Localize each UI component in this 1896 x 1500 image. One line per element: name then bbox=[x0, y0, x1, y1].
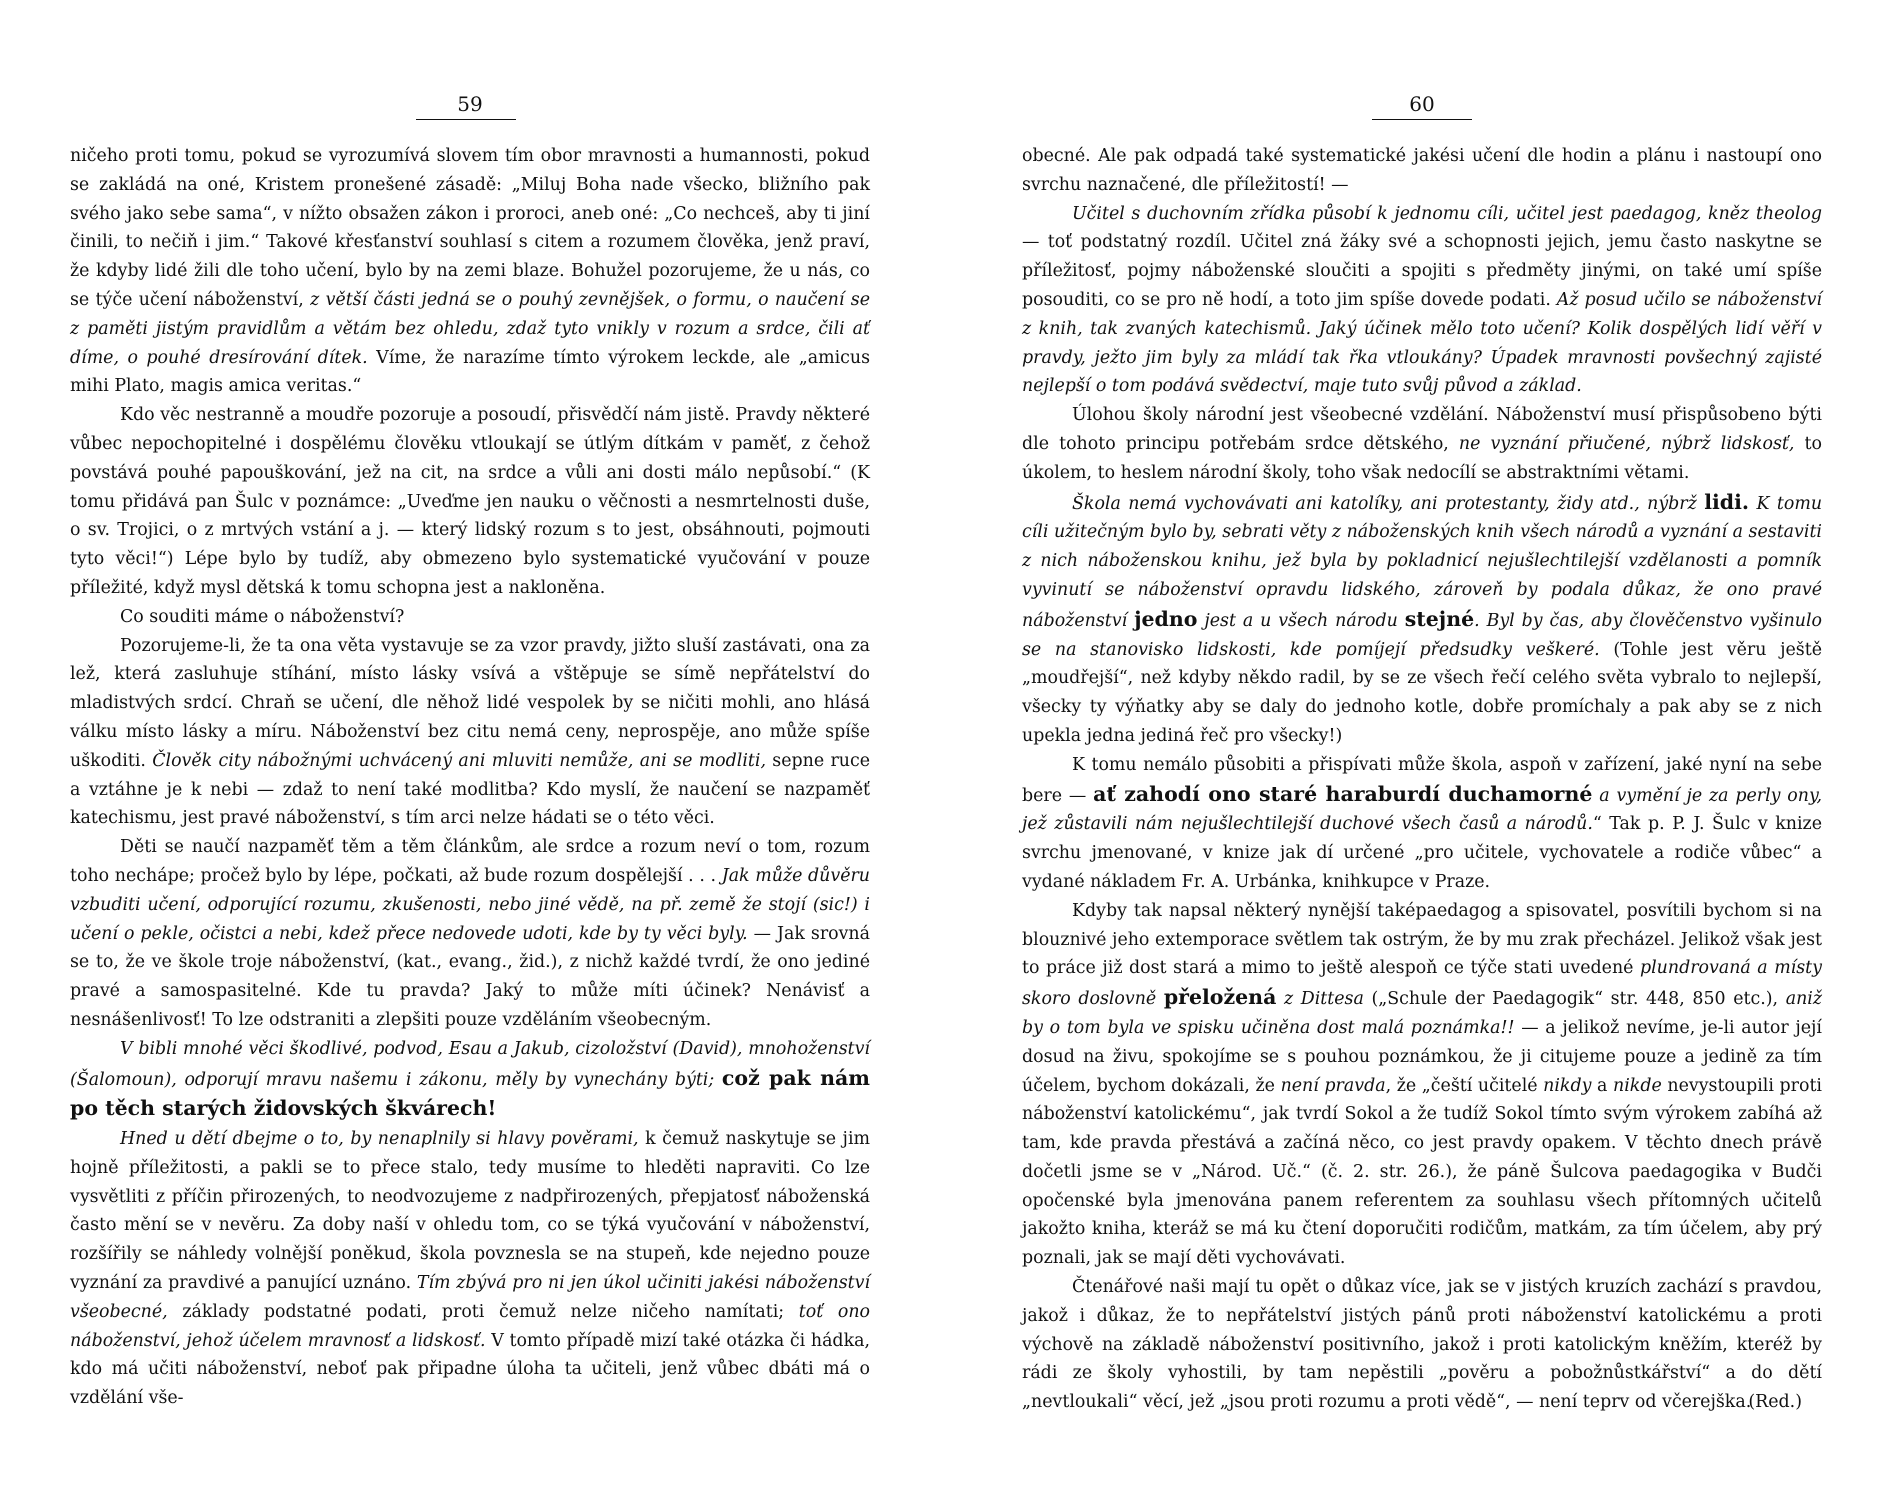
paragraph bbox=[1022, 401, 1822, 487]
paragraph bbox=[1022, 200, 1822, 402]
bold-text: stejné bbox=[1404, 606, 1475, 631]
italic-text: Jak může důvěru vzbuditi učení, odporující rozumu, zkušenosti, nebo jiné vědě, na př. země že stojí (sic!) i učení o pekle, očistci a nebi, kdež přece nedovede udoti, kde by ty věci byly. bbox=[70, 865, 871, 944]
text-run: Co souditi máme o náboženství? bbox=[120, 606, 405, 627]
italic-text: aniž by o tom byla ve spisku učiněna dost malá poznámka!! bbox=[1022, 989, 1822, 1038]
italic-text: Tím zbývá pro ni jen úkol učiniti jakési náboženství všeobecné, bbox=[70, 1273, 871, 1322]
paragraph bbox=[70, 401, 870, 603]
text-run: nevystoupili proti náboženství katolickému“, jak tvrdí Sokol a že tudíž Sokol tímto svým výrokem zabíhá až tam, kde pravda přestává a začíná něco, co jest pravdy opakem. V těchto dnech právě dočetli jsme se v „Národ. Uč.“ (č. 2. str. 26.), že páně Šulcova paedagogika v Budči opočenské byla jmenována panem referentem za souhlasu všech přítomných učitelů jakožto kniha, kteráž se má ku čtení doporučiti rodičům, matkám, za tím účelem, aby prý poznali, jak se mají děti vychovávati. bbox=[1022, 1075, 1822, 1269]
text-run: Čtenářové naši mají tu opět o důkaz více, jak se v jistých kruzích zachází s pravdou, jakož i důkaz, že to nepřátelství jistých pánů proti náboženství katolickému a proti výchově na základě náboženství positivního, jakož i proti katolickým kněžím, kteréž by rádi ze školy vyhostili, by tam nepěstili „pověru a pobožnůstkářství“ a do dětí „nevtloukali“ věcí, jež „jsou proti rozumu a proti vědě“, — není teprv od včerejška. bbox=[1022, 1277, 1822, 1413]
right-page bbox=[1022, 92, 1822, 1417]
italic-text: a vymění je za perly ony, jež zůstavili nám nejušlechtilejší duchové všech časů a národů. bbox=[1022, 785, 1822, 835]
left-page bbox=[70, 92, 870, 1413]
italic-text: . Byl by čas, aby člověčenstvo vyšinulo se na stanovisko lidskosti, kde pomíjejí předsudky veškeré. bbox=[1022, 610, 1823, 660]
italic-text: ne vyznání přiučené, nýbrž lidskosť, bbox=[1458, 433, 1795, 454]
text-run: sepne ruce a vztáhne je k nebi — zdaž to není také modlitba? Kdo myslí, že naučení se nazpaměť katechismu, jest pravé náboženství, s tím arci nelze hádati se o této věci. bbox=[70, 750, 870, 829]
italic-text: Škola nemá vychovávati ani katolíky, ani protestanty, židy atd., nýbrž bbox=[1072, 493, 1697, 514]
text-run: („Schule der Paedagogik“ str. 448, 850 etc.), bbox=[1363, 989, 1786, 1010]
italic-text: plundrovaná a místy skoro doslovně bbox=[1022, 958, 1822, 1010]
text-run: Úlohou školy národní jest všeobecné vzdělání. Náboženství musí přispůsobeno býti dle tohoto principu potřebám srdce dětského, bbox=[1022, 405, 1822, 454]
paragraph bbox=[1022, 142, 1822, 200]
text-run bbox=[714, 1070, 722, 1090]
text-run: — Jak srovná se to, že ve škole troje náboženství, (kat., evang., žid.), z nichž každé tvrdí, že ono jediné pravé a samospasitelné. Kde tu pravda? Jaký to může míti účinek? Nenávisť a nesnášenlivosť! To lze odstraniti a zlepšiti pouze vzděláním všeobecným. bbox=[70, 923, 870, 1030]
text-run: ničeho proti tomu, pokud se vyrozumívá slovem tím obor mravnosti a humannosti, pokud se zakládá na oné, Kristem pronešené zásadě: „Miluj Boha nade všecko, bližního pak svého jako sebe sama“, v nížto obsažen zákon i proroci, aneb oné: „Co nechceš, aby ti jiní činili, to nečiň i jim.“ Takové křesťanství souhlasí s citem a rozumem člověka, jenž praví, že kdyby lidé žili dle toho učení, bylo by na zemi blaze. Bohužel pozorujeme, že u nás, co se týče učení náboženství, bbox=[70, 146, 870, 310]
text-run: (Tohle jest věru ještě „moudřejší“, než kdyby někdo radil, by se ze všech řečí celého světa vybralo to nejlepší, všecky ty výňatky aby se daly do jednoho kotle, dobře promíchaly a pak aby se z nich upekla jedna jediná řeč pro všecky!) bbox=[1022, 639, 1822, 746]
text-run bbox=[1156, 989, 1164, 1009]
text-run: — a jelikož nevíme, je-li autor její dosud na živu, spokojíme se s pouhou poznámkou, že ji citujeme pouze a jedině za tím účelem, bychom dokázali, že bbox=[1022, 1017, 1822, 1096]
bold-text: ať zahodí ono staré haraburdí duchamorné bbox=[1093, 781, 1593, 806]
page-number-rule bbox=[416, 119, 516, 120]
text-run: Pozorujeme-li, že ta ona věta vystavuje se za vzor pravdy, jižto sluší zastávati, ona za lež, která zasluhuje stíhání, místo lásky vsívá a vštěpuje se símě nepřátelství do mladistvých srdcí. Chraň se učení, dle něhož lidé vespolek by se ničiti mohli, ano hlásá válku místo lásky a míru. Náboženství bez citu nemá ceny, neprospěje, ano může spíše uškoditi. bbox=[70, 635, 870, 771]
text-run: “ Tak p. P. J. Šulc v knize svrchu jmenované, v knize jak dí určené „pro učitele, vychovatele a rodiče vůbec“ a vydané nákladem Fr. A. Urbánka, knihkupce v Praze. bbox=[1022, 814, 1822, 892]
page-number-rule bbox=[1372, 119, 1472, 120]
text-run: a bbox=[1591, 1075, 1614, 1096]
bold-text: lidi. bbox=[1704, 489, 1750, 514]
paragraph bbox=[1022, 897, 1822, 1273]
italic-text: Člověk city nábožnými uchvácený ani mluviti nemůže, ani se modliti, bbox=[152, 750, 766, 771]
paragraph bbox=[70, 1125, 870, 1413]
text-run: k čemuž naskytuje se jim hojně příležitosti, a pakli se to přece stalo, tedy musíme to hleděti napraviti. Co lze vysvětliti z příčin přirozených, to neodvozujeme z nadpřirozených, přepjatosť náboženská často mění se v nevěru. Za doby naší v ohledu tom, co se týká vyučování v náboženství, rozšířily se náhledy volnější poněkud, škola povznesla se na stupeň, kde nejedno pouze vyznání za pravdivé a panující uznáno. bbox=[70, 1129, 870, 1294]
paragraph bbox=[70, 833, 870, 1035]
paragraph bbox=[70, 142, 870, 401]
page-body bbox=[70, 142, 870, 1413]
text-run: Děti se naučí nazpaměť těm a těm článkům, ale srdce a rozum neví o tom, rozum toho nechápe; pročež bylo by lépe, počkati, až bude rozum dospělejší . . . bbox=[70, 837, 870, 886]
paragraph bbox=[1022, 1273, 1822, 1417]
italic-text: V bibli mnohé věci škodlivé, podvod, Esau a Jakub, cizoložství (David), mnohoženství (Šalomoun), odporují mravu našemu i zákonu, měly by vynechány býti; bbox=[70, 1038, 870, 1090]
italic-text: Až posud učilo se náboženství z knih, tak zvaných katechismů. Jaký účinek mělo toto učení? Kolik dospělých lidí věří v pravdy, ježto jim byly za mládí tak řka vtloukány? Úpadek mravnosti povšechný zajisté nejlepší o tom podává svědectví, maje tuto svůj původ a základ. bbox=[1022, 289, 1822, 397]
italic-text: toť ono náboženství, jehož účelem mravnosť a lidskosť. bbox=[70, 1301, 870, 1351]
paragraph bbox=[1022, 751, 1822, 897]
italic-text: z Dittesa bbox=[1283, 989, 1364, 1010]
bold-text: jedno bbox=[1134, 606, 1198, 631]
italic-text: K tomu cíli užitečným bylo by, sebrati věty z náboženských knih všech národů a vyznání a sestaviti z nich náboženskou knihu, jež byla by pokladnicí nejušlechtilejší vzdělanosti a pomník vyvinutí se náboženství opravdu lidského, zároveň by podala důkaz, že ono pravé náboženství bbox=[1022, 493, 1823, 631]
bold-text: přeložená bbox=[1163, 985, 1277, 1010]
paragraph bbox=[70, 1035, 870, 1125]
text-run: základy podstatné podati, proti čemuž nelze ničeho namítati; bbox=[167, 1301, 799, 1322]
italic-text: není pravda bbox=[1280, 1075, 1386, 1096]
text-run: K tomu nemálo působiti a přispívati může škola, aspoň v zařízení, jaké nyní na sebe bere — bbox=[1022, 754, 1822, 806]
page-number: 60 bbox=[1409, 92, 1435, 116]
page-number: 59 bbox=[457, 92, 483, 116]
italic-text: z větší části jedná se o pouhý zevnějšek, o formu, o naučení se z paměti jistým pravidlům a větám bez ohledu, zdaž tyto vnikly v rozum a srdce, čili ať díme, o pouhé dresírování dítek. bbox=[70, 289, 870, 368]
italic-text: Učitel s duchovním zřídka působí k jednomu cíli, učitel jest paedagog, kněz theolog bbox=[1072, 203, 1822, 224]
text-run: Kdyby tak napsal některý nynější taképaedagog a spisovatel, posvítili bychom si na blouznivé jeho extemporace světlem tak ostrým, že by mu zrak přecházel. Jelikož však jest to práce již dost stará a mimo to ještě alespoň ce týče stati uvedené bbox=[1022, 900, 1822, 979]
text-run bbox=[1276, 989, 1284, 1009]
text-run: Víme, že narazíme tímto výrokem leckde, ale „amicus mihi Plato, magis amica veritas.“ bbox=[70, 347, 870, 397]
text-run: V tomto případě mizí také otázka či hádka, kdo má učiti náboženství, neboť pak připadne úloha ta učiteli, jenž vůbec dbáti má o vzdělání vše- bbox=[70, 1330, 871, 1409]
italic-text: nikde bbox=[1613, 1075, 1662, 1096]
italic-text: jest a u všech národu bbox=[1197, 610, 1405, 631]
italic-text: nikdy bbox=[1543, 1075, 1592, 1096]
signature: (Red.) bbox=[1748, 1392, 1802, 1413]
text-run: obecné. Ale pak odpadá také systematické jakési učení dle hodin a plánu i nastoupí ono svrchu naznačené, dle příležitostí! — bbox=[1022, 146, 1822, 195]
text-run: , že „čeští učitelé bbox=[1385, 1075, 1544, 1096]
paragraph bbox=[70, 603, 870, 632]
italic-text: Hned u dětí dbejme o to, by nenaplnily si hlavy pověrami, bbox=[120, 1129, 639, 1150]
text-run: Kdo věc nestranně a moudře pozoruje a posoudí, přisvědčí nám jistě. Pravdy některé vůbec nepochopitelné i dospělému člověku vtloukají se útlým dítkám v paměť, z čehož povstává pouhé papouškování, jež na cit, na srdce a vůli ani dosti málo nepůsobí.“ (K tomu přidává pan Šulc v poznámce: „Uveďme jen nauku o věčnosti a nesmrtelnosti duše, o sv. Trojici, o z mrtvých vstání a j. — který lidský rozum s to jest, obsáhnouti, pojmouti tyto věci!“) Lépe bylo by tudíž, aby obmezeno bylo systematické vyučování v pouze příležité, když mysl dětská k tomu schopna jest a nakloněna. bbox=[70, 405, 870, 598]
text-run: — toť podstatný rozdíl. Učitel zná žáky své a schopnosti jejich, jemu často naskytne se příležitosť, pojmy náboženské sloučiti a spojiti s předměty jinými, on také umí spíše posouditi, co se pro ně hodí, a toto jim spíše dovede podati. bbox=[1022, 232, 1822, 310]
text-run: to úkolem, to heslem národní školy, toho však nedocílí se abstraktními větami. bbox=[1022, 433, 1822, 483]
bold-text: což pak nám po těch starých židovských škvárech! bbox=[70, 1065, 870, 1121]
paragraph bbox=[70, 632, 870, 834]
page-body bbox=[1022, 142, 1822, 1417]
paragraph bbox=[1022, 488, 1822, 751]
